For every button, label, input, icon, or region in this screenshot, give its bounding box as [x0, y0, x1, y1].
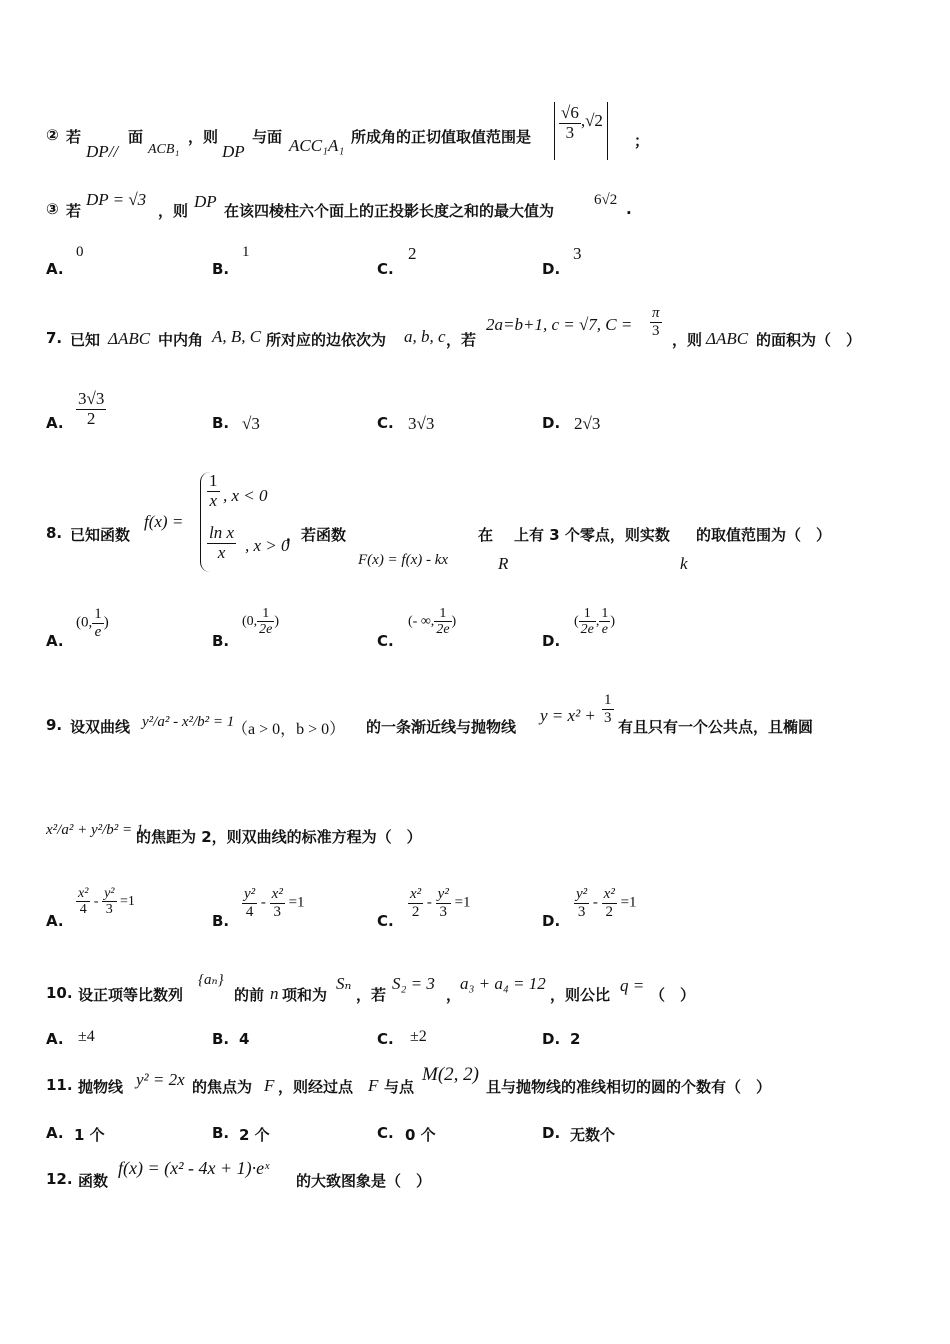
item2-yu-mian: 与面 — [252, 128, 283, 146]
q9-option-b-n1: y² — [244, 886, 256, 902]
q11-t2: 的焦点为 — [192, 1078, 253, 1096]
item2-line — [46, 103, 650, 178]
q7-pi: π — [652, 305, 660, 321]
q8-option-d-frac1 — [579, 606, 596, 638]
q9-hyp: y²/a² - x²/b² = 1 — [142, 714, 235, 730]
q12-t2: 的大致图象是（ ） — [296, 1172, 432, 1190]
q9-option-b-value: $\frac{\text{y²}}{4}$ - $\frac{\text{x²}}{3}$ =1 — [244, 886, 305, 920]
q8-option-d-frac2 — [599, 606, 610, 638]
q9-option-b-frac2 — [270, 886, 285, 920]
q8-option-c-frac — [434, 606, 451, 638]
q8-option-d-left: ( — [574, 614, 579, 630]
q10-sep: ， — [446, 986, 462, 1004]
item2-ze: ，则 — [188, 128, 219, 146]
q8-option-a-left: (0, — [76, 614, 93, 631]
q9-option-c-label[interactable]: C. — [377, 912, 394, 930]
q10-option-d-label[interactable]: D. — [542, 1030, 561, 1048]
q10-option-c-value: ±2 — [410, 1028, 427, 1045]
q8-option-c-value — [408, 606, 456, 638]
q7-cond: 2a=b+1, c = √7, C = — [486, 315, 633, 334]
q10-stem — [46, 970, 906, 1004]
item2-end: ； — [634, 132, 650, 150]
item2-text: 所成角的正切值取值范围是 — [351, 128, 532, 146]
q11-t3: ，则经过点 — [278, 1078, 354, 1096]
q10-Sn: Sₙ — [336, 974, 352, 993]
q12-number: 12. — [46, 1170, 73, 1188]
q8-t4: 上有 3 个零点，则实数 — [514, 526, 670, 544]
q12-stem — [46, 1154, 906, 1188]
item3-cond: DP = √3 — [86, 190, 147, 209]
item3-marker: ③ — [46, 200, 59, 218]
q6-option-b-value: 1 — [242, 244, 250, 260]
q8-option-d-right: ) — [610, 614, 616, 630]
q7-angles: A, B, C — [212, 327, 262, 346]
item2-plane1: ACB₁ — [148, 142, 180, 157]
q8-option-d-value — [574, 606, 615, 638]
q7-t5: ，则 — [672, 331, 703, 349]
q6-option-b-label[interactable]: B. — [212, 260, 230, 278]
q8-case1-den: x — [209, 490, 218, 510]
q9-option-d-eq: =1 — [620, 894, 637, 911]
q10-option-a-value: ±4 — [78, 1028, 95, 1045]
q9-option-a-frac1 — [76, 886, 90, 918]
q11-F2: F — [368, 1076, 379, 1095]
q9-t4: 的焦距为 2，则双曲线的标准方程为（ ） — [136, 828, 422, 846]
q7-pi-frac — [650, 305, 662, 339]
q8-case2-num: ln x — [209, 523, 235, 542]
q8-t1: 已知函数 — [70, 526, 131, 544]
q8-t3: 在 — [478, 526, 494, 544]
q10-cond2: a₃ + a₄ = 12 — [460, 974, 546, 993]
q9-option-a-frac2 — [102, 886, 116, 918]
q9-option-a-d2: 3 — [105, 902, 113, 918]
q9-ellipse: x²/a² + y²/b² = 1 — [46, 822, 144, 838]
q11-option-a-value: 1 个 — [74, 1126, 105, 1144]
q8-fx: f(x) = — [144, 512, 184, 531]
q7-option-c-label[interactable]: C. — [377, 414, 394, 432]
q8-option-d-den2: e — [601, 622, 608, 638]
item3-line — [46, 190, 646, 220]
q11-option-a-label[interactable]: A. — [46, 1124, 64, 1142]
q8-Fx: F(x) = f(x) - kx — [358, 552, 449, 568]
q9-option-a-n2: y² — [104, 886, 115, 901]
q8-option-d-num2: 1 — [601, 606, 609, 621]
q7-three: 3 — [652, 322, 660, 339]
q10-seq: {aₙ} — [198, 972, 224, 988]
q11-option-d-label[interactable]: D. — [542, 1124, 561, 1142]
q7-t1: 已知 — [70, 331, 101, 349]
q8-option-b-left: (0, — [242, 614, 258, 630]
q6-option-d-value: 3 — [573, 244, 582, 263]
q9-pnum: 1 — [604, 692, 612, 708]
q8-option-a-right: ) — [103, 614, 109, 631]
q11-options — [46, 1122, 686, 1146]
q9-option-c-frac2 — [436, 886, 451, 920]
q10-option-a-label[interactable]: A. — [46, 1030, 64, 1048]
item2-range-den: 3 — [565, 122, 575, 142]
q10-option-b-value: 4 — [239, 1030, 250, 1048]
q10-q: q = — [620, 976, 645, 995]
q8-t5: 的取值范围为（ ） — [696, 526, 832, 544]
q8-option-d-den: 2e — [580, 622, 594, 638]
q7-option-b-value: √3 — [242, 414, 260, 433]
q10-t6: （ ） — [650, 986, 696, 1004]
q7-t4: ，若 — [446, 331, 477, 349]
q10-option-b-label[interactable]: B. — [212, 1030, 230, 1048]
q7-tri2: ΔABC — [706, 329, 749, 348]
q11-option-b-value: 2 个 — [239, 1126, 270, 1144]
q7-option-a-value — [76, 390, 106, 428]
q9-t1: 设双曲线 — [70, 718, 131, 736]
q8-case2-frac — [207, 524, 236, 562]
q8-k: k — [680, 554, 688, 573]
q9-option-d-frac1 — [574, 886, 589, 920]
q7-option-a-label[interactable]: A. — [46, 414, 64, 432]
q12-fx: f(x) = (x² - 4x + 1)·eˣ — [118, 1158, 270, 1178]
q7-number: 7. — [46, 329, 63, 347]
q6-options — [46, 244, 686, 280]
q7-option-b-label[interactable]: B. — [212, 414, 230, 432]
item2-range-sep: , — [580, 111, 586, 131]
item2-range — [554, 102, 608, 160]
q9-pden: 3 — [604, 709, 612, 726]
q8-option-a-frac — [92, 606, 104, 640]
item2-range-right: √2 — [585, 111, 603, 131]
q12-t1: 函数 — [78, 1172, 109, 1190]
q6-option-a-value: 0 — [76, 244, 84, 260]
q9-options — [46, 886, 726, 936]
q11-t5: 且与抛物线的准线相切的圆的个数有（ ） — [486, 1078, 772, 1096]
q10-t1: 设正项等比数列 — [78, 986, 184, 1004]
q8-option-d-label[interactable]: D. — [542, 632, 561, 650]
item2-dp: DP — [222, 142, 245, 161]
q7-option-d-value: 2√3 — [574, 414, 601, 433]
q7-t3: 所对应的边依次为 — [266, 331, 387, 349]
q9-t2: 的一条渐近线与抛物线 — [366, 718, 517, 736]
q9-option-d-label[interactable]: D. — [542, 912, 561, 930]
q7-option-a-den: 2 — [86, 408, 96, 428]
q11-option-b-label[interactable]: B. — [212, 1124, 230, 1142]
q9-option-c-eq: =1 — [454, 894, 471, 911]
q8-case1-num: 1 — [209, 471, 218, 490]
q7-t2: 中内角 — [158, 331, 204, 349]
q9-option-d-value: $\frac{\text{y²}}{3}$ - $\frac{\text{x²}}{2}$ =1 — [576, 886, 637, 920]
q7-option-d-label[interactable]: D. — [542, 414, 561, 432]
q6-option-c-label[interactable]: C. — [377, 260, 394, 278]
item3-text: 在该四棱柱六个面上的正投影长度之和的最大值为 — [224, 202, 555, 220]
q8-option-b-den: 2e — [259, 622, 273, 638]
q10-t5: ，则公比 — [550, 986, 611, 1004]
q11-t4: 与点 — [384, 1078, 415, 1096]
q8-option-a-num: 1 — [94, 606, 102, 622]
q8-option-b-frac — [257, 606, 274, 638]
q8-option-d-mid: , — [595, 614, 600, 630]
q8-case2-cond: , x > 0 — [245, 536, 290, 555]
item3-ze: ，则 — [158, 202, 189, 220]
q9-parabola: y = x² + — [540, 706, 596, 725]
q11-eq: y² = 2x — [136, 1070, 185, 1089]
item2-dp-parallel: DP// — [86, 142, 119, 161]
q8-option-c-num: 1 — [434, 606, 451, 622]
q11-number: 11. — [46, 1076, 73, 1094]
q9-option-a-eq: =1 — [120, 894, 135, 910]
q10-option-d-value: 2 — [570, 1030, 581, 1048]
q8-option-a-value — [76, 606, 109, 640]
q8-piecewise — [200, 472, 297, 572]
q9-option-b-label[interactable]: B. — [212, 912, 230, 930]
item2-mian: 面 — [128, 128, 144, 146]
q10-cond1: S₂ = 3 — [392, 974, 435, 993]
q7-t6: 的面积为（ ） — [756, 331, 862, 349]
q7-option-c-value: 3√3 — [408, 414, 435, 433]
item2-plane2: ACC₁A₁ — [289, 136, 345, 155]
q8-option-c-label[interactable]: C. — [377, 632, 394, 650]
q10-t2: 的前 — [234, 986, 265, 1004]
q9-option-d-d1: 3 — [577, 903, 586, 920]
q9-option-c-n2: y² — [437, 886, 449, 902]
item3-value: 6√2 — [594, 192, 618, 208]
q8-case1-frac — [207, 472, 220, 510]
q9-option-d-n2: x² — [603, 886, 615, 902]
q6-option-a-label[interactable]: A. — [46, 260, 64, 278]
q9-option-d-d2: 2 — [605, 903, 613, 920]
q7-tri: ΔABC — [108, 329, 151, 348]
item3-ruo: 若 — [66, 202, 82, 220]
q9-t3: 有且只有一个公共点，且椭圆 — [618, 718, 814, 736]
q9-stem-line1 — [46, 692, 906, 742]
q11-option-c-value: 0 个 — [405, 1126, 436, 1144]
q11-option-c-label[interactable]: C. — [377, 1124, 394, 1142]
q8-R: R — [498, 554, 509, 573]
q8-t2: ，若函数 — [286, 526, 347, 544]
q8-case1-cond: , x < 0 — [223, 486, 268, 505]
q11-stem — [46, 1064, 906, 1098]
q9-option-b-d2: 3 — [273, 903, 281, 920]
item3-dp: DP — [194, 192, 217, 211]
q8-option-a-den: e — [94, 623, 102, 640]
q9-option-b-eq: =1 — [288, 894, 305, 911]
item2-ruo: 若 — [66, 128, 82, 146]
q8-option-c-left: (- ∞, — [408, 614, 435, 630]
q8-option-d-num: 1 — [579, 606, 596, 622]
q9-option-c-d2: 3 — [439, 903, 447, 920]
q9-option-a-label[interactable]: A. — [46, 912, 64, 930]
q9-option-c-n1: x² — [410, 886, 422, 902]
item3-end: . — [626, 200, 632, 218]
q9-option-c-value: $\frac{\text{x²}}{2}$ - $\frac{\text{y²}}{3}$ =1 — [410, 886, 471, 920]
q8-option-b-label[interactable]: B. — [212, 632, 230, 650]
item2-range-num: √6 — [561, 103, 579, 122]
q9-option-a-d1: 4 — [79, 902, 87, 918]
q9-option-c-d1: 2 — [411, 903, 420, 920]
q9-option-d-frac2 — [602, 886, 617, 920]
q10-options — [46, 1028, 686, 1052]
q11-option-d-value: 无数个 — [570, 1126, 616, 1144]
q6-option-d-label[interactable]: D. — [542, 260, 561, 278]
q8-options — [46, 606, 726, 656]
q10-t4: ，若 — [356, 986, 387, 1004]
q9-cond1: （a > 0，b > 0） — [232, 721, 346, 738]
q7-option-a-num: 3√3 — [78, 389, 105, 408]
q6-option-c-value: 2 — [408, 244, 417, 263]
q8-case2-den: x — [217, 542, 226, 562]
q9-option-a-value: $\frac{\text{x²}}{4}$ - $\frac{\text{y²}}{3}$ =1 — [78, 886, 135, 918]
q7-options — [46, 390, 686, 440]
q8-option-b-right: ) — [274, 614, 280, 630]
q9-option-b-frac1 — [242, 886, 257, 920]
item2-marker: ② — [46, 126, 59, 144]
q8-option-a-label[interactable]: A. — [46, 632, 64, 650]
q9-option-b-d1: 4 — [245, 903, 254, 920]
q7-sides: a, b, c — [404, 327, 446, 346]
q9-pfrac — [602, 692, 614, 726]
q8-number: 8. — [46, 524, 63, 542]
q10-t3: 项和为 — [282, 986, 328, 1004]
q9-option-a-n1: x² — [78, 886, 89, 901]
q11-M: M(2, 2) — [422, 1064, 479, 1085]
q11-t1: 抛物线 — [78, 1078, 124, 1096]
q8-stem — [46, 472, 906, 582]
q8-option-b-value — [242, 606, 279, 638]
item2-range-frac — [559, 104, 581, 142]
q8-option-b-num: 1 — [257, 606, 274, 622]
q10-number: 10. — [46, 984, 73, 1002]
q9-option-b-n2: x² — [271, 886, 283, 902]
q7-stem — [46, 305, 906, 355]
q8-option-c-den: 2e — [436, 622, 450, 638]
q8-option-c-right: ) — [451, 614, 457, 630]
q11-F: F — [264, 1076, 275, 1095]
q9-number: 9. — [46, 716, 63, 734]
q10-option-c-label[interactable]: C. — [377, 1030, 394, 1048]
q9-option-c-frac1 — [408, 886, 423, 920]
q10-n: n — [270, 984, 279, 1003]
q9-option-d-n1: y² — [576, 886, 588, 902]
q9-stem-line2 — [46, 800, 906, 850]
